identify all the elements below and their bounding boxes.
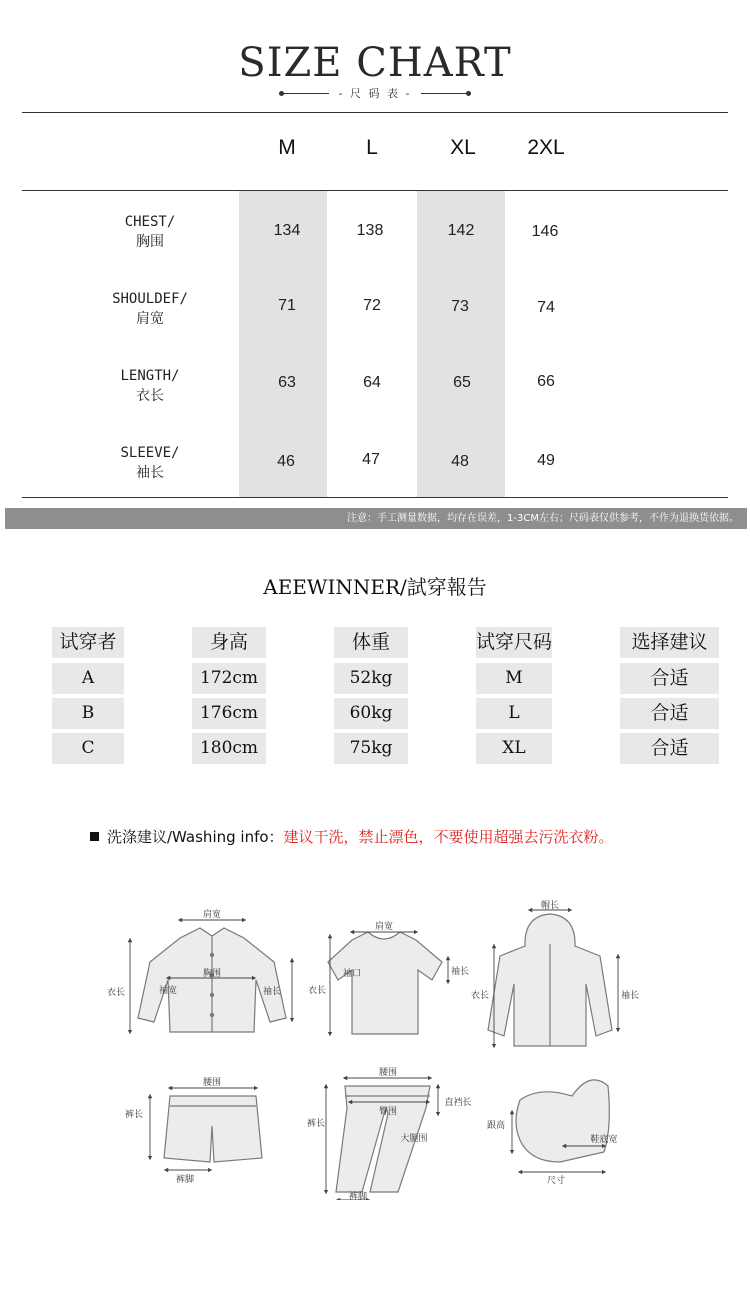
diagram-label: 大腿围: [400, 1134, 428, 1144]
cell-sleeve-2xl: 49: [537, 452, 555, 469]
try-on-height: 180cm: [199, 738, 259, 758]
cell-shoulder-2xl: 74: [537, 299, 555, 316]
row-label-cn: 衣长: [136, 388, 164, 404]
subtitle: - 尺 码 表 -: [338, 87, 412, 100]
subtitle-divider-left: [281, 93, 329, 94]
table-bottom-rule: [22, 497, 728, 498]
try-on-table: [52, 627, 719, 767]
diagram-label: 裤长: [124, 1110, 144, 1120]
row-label-en: LENGTH/: [120, 368, 180, 384]
diagram-label: 帽长: [540, 901, 560, 911]
try-on-size: L: [508, 703, 520, 723]
cell-length-xl: 65: [453, 374, 471, 391]
cell-chest-2xl: 146: [531, 223, 559, 240]
table-top-rule: [22, 112, 728, 113]
cell-chest-m: 134: [273, 222, 301, 239]
diagram-label: 臀围: [378, 1107, 398, 1117]
subtitle-row: [0, 84, 750, 102]
try-on-advice: 合适: [650, 702, 689, 724]
try-on-tester: C: [81, 738, 95, 758]
row-label-en: SLEEVE/: [120, 445, 180, 461]
cell-sleeve-xl: 48: [451, 453, 469, 470]
row-label-cn: 肩宽: [136, 311, 164, 327]
cell-length-m: 63: [278, 374, 296, 391]
try-on-size: XL: [502, 738, 526, 758]
diagram-label: 袖长: [262, 987, 282, 997]
try-on-header-tester: 试穿者: [59, 631, 117, 653]
diagram-label: 肩宽: [202, 910, 222, 920]
diagram-label: 胸围: [202, 969, 222, 979]
diagram-label: 鞋底宽: [590, 1135, 618, 1145]
cell-length-l: 64: [363, 374, 381, 391]
diagram-label: 衣长: [106, 988, 126, 998]
cell-chest-xl: 142: [447, 222, 475, 239]
try-on-advice: 合适: [650, 667, 689, 689]
try-on-header-weight: 体重: [351, 631, 390, 653]
try-on-height: 172cm: [199, 668, 259, 688]
try-on-tester: A: [81, 668, 95, 688]
try-on-height: 176cm: [199, 703, 259, 723]
washing-text: 建议干洗，禁止漂色，不要使用超强去污洗衣粉。: [283, 828, 614, 846]
diagram-label: 裤长: [306, 1119, 326, 1129]
cell-length-2xl: 66: [537, 373, 555, 390]
try-on-header-advice: 选择建议: [631, 631, 708, 653]
diagram-label: 肩宽: [374, 922, 394, 932]
try-on-tester: B: [81, 703, 95, 723]
diagram-label: 裤脚: [175, 1175, 195, 1185]
cell-shoulder-xl: 73: [451, 298, 469, 315]
table-row: [52, 663, 719, 694]
row-label-cn: 胸围: [136, 234, 164, 250]
diagram-label: 尺寸: [546, 1176, 566, 1186]
washing-info: [90, 826, 730, 848]
hoodie-diagram-icon: [488, 914, 612, 1046]
try-on-advice: 合适: [650, 737, 689, 759]
row-label-length: [100, 366, 200, 406]
size-header-2xl: 2XL: [527, 136, 565, 159]
row-label-sleeve: [100, 443, 200, 483]
diagram-label: 腰围: [378, 1068, 398, 1078]
diagram-label: 衣长: [307, 986, 327, 996]
tshirt-diagram-icon: [328, 932, 442, 1034]
diagram-label: 袖宽: [158, 986, 178, 996]
cell-chest-l: 138: [356, 222, 384, 239]
measurement-note: 注意：手工测量数据，均存在误差，1-3CM左右；尺码表仅供参考，不作为退换货依据。: [5, 508, 747, 529]
try-on-weight: 75kg: [349, 738, 393, 758]
diagram-label: 袖长: [450, 967, 470, 977]
try-on-size: M: [505, 668, 523, 688]
table-row: [52, 698, 719, 729]
table-row: [52, 733, 719, 764]
row-label-en: SHOULDEF/: [112, 291, 188, 307]
cell-shoulder-l: 72: [363, 297, 381, 314]
row-label-shoulder: [100, 289, 200, 329]
page-title: SIZE CHART: [238, 40, 512, 86]
try-on-header-height: 身高: [209, 631, 248, 653]
diagram-label: 衣长: [470, 991, 490, 1001]
row-label-cn: 袖长: [136, 465, 164, 481]
diagram-label: 裤脚: [348, 1192, 368, 1200]
square-bullet-icon: [90, 832, 99, 841]
diagram-label: 袖口: [342, 969, 362, 979]
shoe-diagram-icon: [516, 1080, 609, 1162]
cell-sleeve-l: 47: [362, 451, 380, 468]
washing-label: 洗涤建议/Washing info：: [107, 828, 284, 846]
try-on-weight: 52kg: [349, 668, 393, 688]
table-header-rule: [22, 190, 728, 191]
row-label-en: CHEST/: [124, 214, 176, 230]
try-on-header-row: [52, 627, 719, 658]
try-on-weight: 60kg: [349, 703, 393, 723]
size-header-m: M: [278, 136, 296, 159]
diagram-label: 袖长: [620, 991, 640, 1001]
shirt-diagram-icon: [138, 928, 286, 1032]
diagram-label: 跟高: [486, 1121, 506, 1131]
subtitle-divider-right: [421, 93, 469, 94]
try-on-title: AEEWINNER/試穿報告: [263, 575, 487, 599]
cell-sleeve-m: 46: [277, 453, 295, 470]
diagram-label: 直裆长: [444, 1098, 472, 1108]
size-header-xl: XL: [450, 136, 476, 159]
cell-shoulder-m: 71: [278, 297, 296, 314]
size-header-l: L: [366, 136, 378, 159]
measurement-diagrams: [0, 900, 750, 1200]
diagram-label: 腰围: [202, 1078, 222, 1088]
shorts-diagram-icon: [164, 1096, 262, 1162]
row-label-chest: [100, 212, 200, 252]
try-on-header-size: 试穿尺码: [475, 631, 552, 653]
